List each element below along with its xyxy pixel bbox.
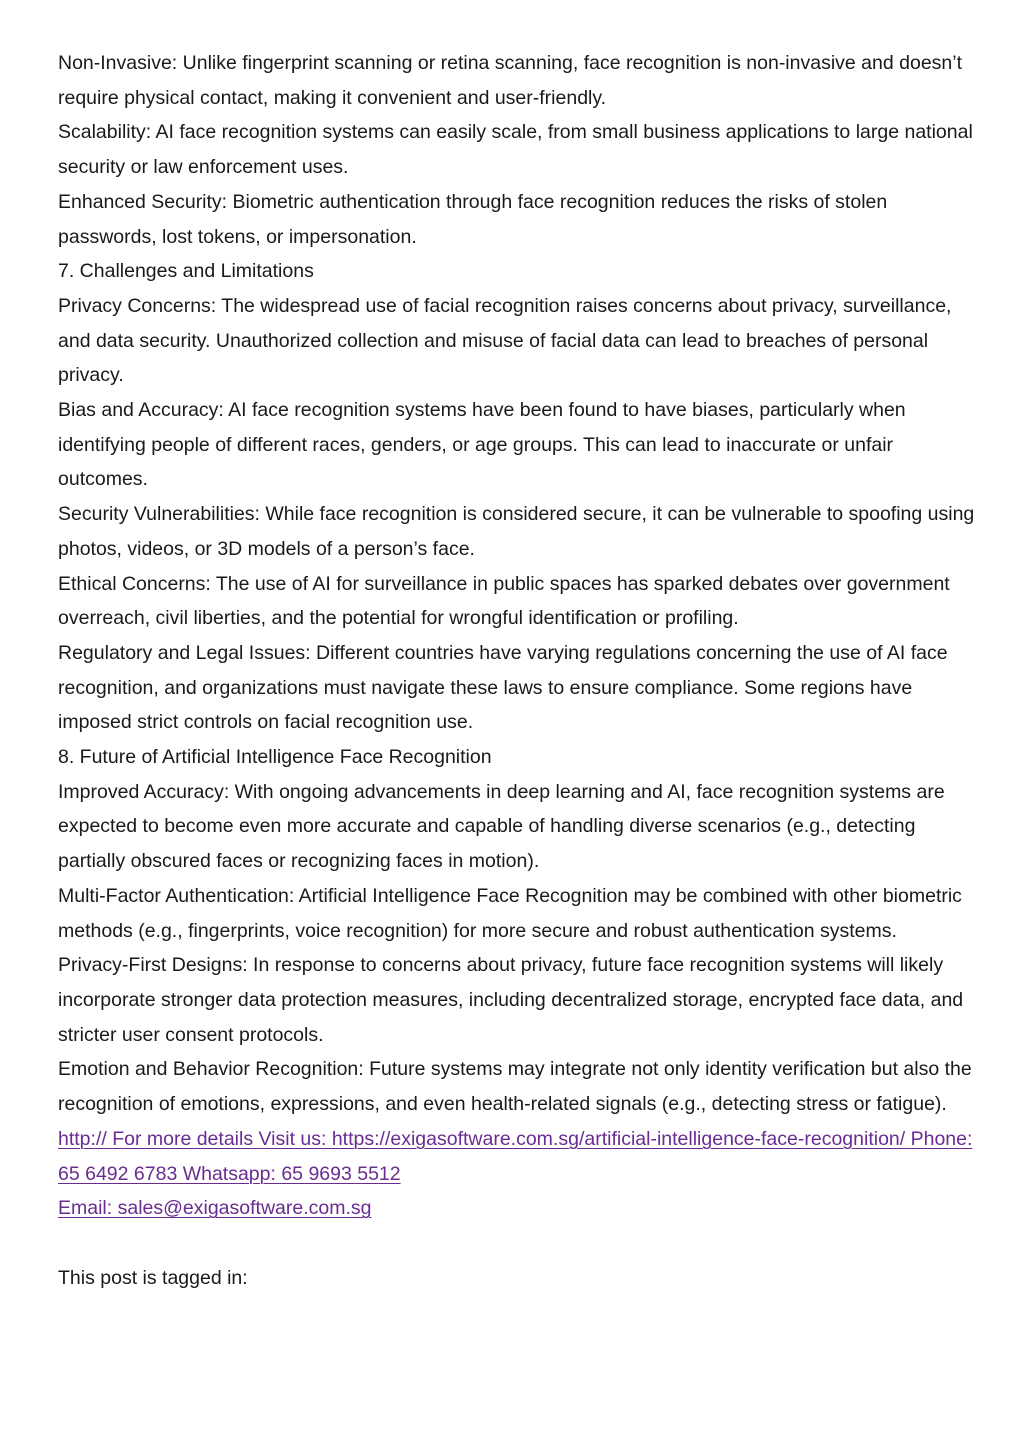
contact-details-link[interactable]: http:// For more details Visit us: https://exigasoftware.com.sg/artificial-intelligence-face-recognition/ Phone: 65 6492 6783 Whatsapp: 65 9693 5512 <box>58 1127 973 1185</box>
paragraph-regulatory-legal: Regulatory and Legal Issues: Different countries have varying regulations concerning the use of AI face recognition, and organizations must navigate these laws to ensure compliance. Some regions have imposed strict controls on facial recognition use. <box>58 641 948 734</box>
section-heading-challenges: 7. Challenges and Limitations <box>58 260 314 283</box>
contact-email-block <box>58 1191 978 1226</box>
paragraph-privacy-first: Privacy-First Designs: In response to concerns about privacy, future face recognition systems will likely incorporate stronger data protection measures, including decentralized storage, encrypted face data, and stricter user consent protocols. <box>58 954 964 1046</box>
paragraph-emotion-behavior: Emotion and Behavior Recognition: Future systems may integrate not only identity verification but also the recognition of emotions, expressions, and even health-related signals (e.g., detecting stress or fatigue). <box>58 1058 972 1116</box>
contact-email-link[interactable]: Email: sales@exigasoftware.com.sg <box>58 1197 372 1220</box>
contact-details-block <box>58 1122 978 1191</box>
paragraph-ethical-concerns: Ethical Concerns: The use of AI for surveillance in public spaces has sparked debates over government overreach, civil liberties, and the potential for wrongful identification or profiling. <box>58 572 950 630</box>
paragraph-bias-accuracy: Bias and Accuracy: AI face recognition systems have been found to have biases, particularly when identifying people of different races, genders, or age groups. This can lead to inaccurate or unfair outcomes. <box>58 399 906 491</box>
paragraph-scalability: Scalability: AI face recognition systems can easily scale, from small business applications to large national security or law enforcement uses. <box>58 121 973 179</box>
paragraph-security-vulnerabilities: Security Vulnerabilities: While face recognition is considered secure, it can be vulnerable to spoofing using photos, videos, or 3D models of a person’s face. <box>58 503 975 560</box>
section-heading-future: 8. Future of Artificial Intelligence Face Recognition <box>58 746 492 769</box>
paragraph-enhanced-security: Enhanced Security: Biometric authentication through face recognition reduces the risks of stolen passwords, lost tokens, or impersonation. <box>58 190 888 248</box>
document-body <box>58 46 978 1295</box>
paragraph-multi-factor: Multi-Factor Authentication: Artificial Intelligence Face Recognition may be combined with other biometric methods (e.g., fingerprints, voice recognition) for more secure and robust authentication systems. <box>58 884 962 942</box>
paragraph-non-invasive: Non-Invasive: Unlike fingerprint scanning or retina scanning, face recognition is non-invasive and doesn’t require physical contact, making it convenient and user-friendly. <box>58 52 963 109</box>
paragraph-improved-accuracy: Improved Accuracy: With ongoing advancements in deep learning and AI, face recognition systems are expected to become even more accurate and capable of handling diverse scenarios (e.g., detecting partially obscured faces or recognizing faces in motion). <box>58 780 945 873</box>
paragraph-privacy-concerns: Privacy Concerns: The widespread use of facial recognition raises concerns about privacy, surveillance, and data security. Unauthorized collection and misuse of facial data can lead to breaches of personal privacy. <box>58 294 952 387</box>
spacer <box>58 1226 978 1261</box>
tags-label: This post is tagged in: <box>58 1266 248 1289</box>
